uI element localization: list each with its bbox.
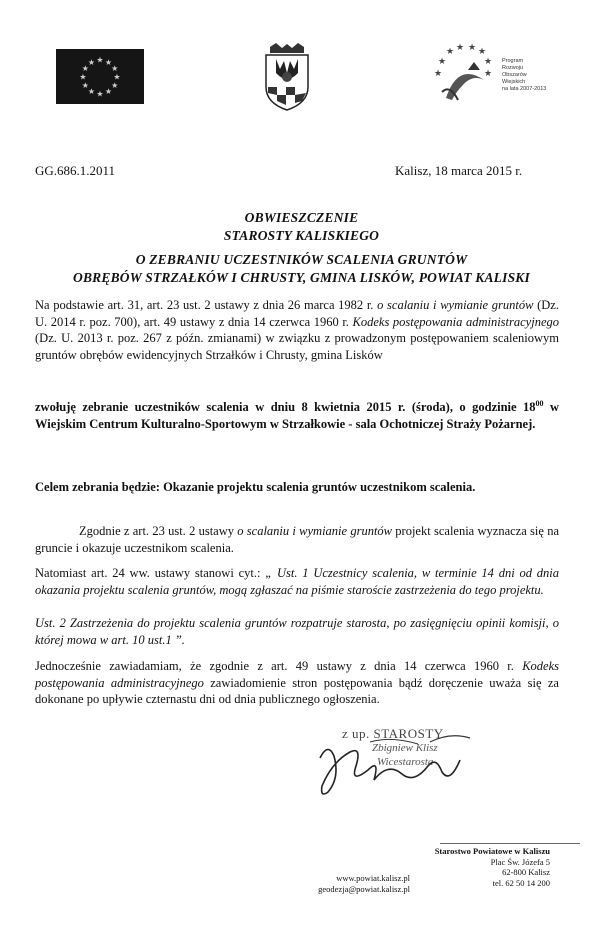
svg-text:★: ★ [456,43,465,53]
footer-contact [300,873,410,894]
document-author: STAROSTY KALISKIEGO [223,228,380,243]
footer-website-link[interactable]: www.powiat.kalisz.pl [336,873,410,883]
paragraph-article-24-ust-2: Ust. 2 Zastrzeżenia do projektu scalenia gruntów rozpatruje starosta, po zasięgnięciu opinii komisji, o której mowa w art. 10 ust.1 ”. [35,616,559,647]
eu-star-icon: ★ [87,57,96,67]
svg-text:★: ★ [484,69,493,79]
signature-stamp-title: Wicestarosta [377,756,434,768]
place-date: Kalisz, 18 marca 2015 r. [395,163,523,178]
prow-logo-text: Program Rozwoju Obszarów Wiejskich na lata 2007-2013 [502,58,547,92]
document-subtitle-2: OBRĘBÓW STRZAŁKÓW I CHRUSTY, GMINA LISKÓW, POWIAT KALISKI [73,270,530,285]
paragraph-legal-basis: Na podstawie art. 31, art. 23 ust. 2 ustawy z dnia 26 marca 1982 r. o scalaniu i wymianie gruntów (Dz. U. 2014 r. poz. 700), art. 49 ustawy z dnia 14 czerwca 1960 r. Kodeks postępowania administracyjnego (Dz. U. 2013 r. poz. 267 z późn. zmianami) w związku z prowadzonym postępowaniem scaleniowym gruntów obrębów ewidencyjnych Strzałków i Chrusty, gmina Lisków [35,298,559,362]
paragraph-meeting-purpose: Celem zebrania będzie: Okazanie projektu scalenia gruntów uczestnikom scalenia. [35,480,476,494]
eu-star-icon: ★ [111,64,119,73]
footer-email-link[interactable]: geodezja@powiat.kalisz.pl [318,883,410,894]
signature-stamp-name: Zbigniew Klisz [372,742,438,754]
svg-text:★: ★ [446,47,455,57]
svg-text:★: ★ [468,43,477,53]
document-title: OBWIESZCZENIE [244,210,359,225]
eu-flag-icon [56,49,144,104]
handwritten-signature-icon [310,722,480,802]
eu-star-icon: ★ [104,87,113,97]
eu-star-icon: ★ [81,81,89,90]
svg-text:★: ★ [434,69,443,79]
footer-street: Plac Św. Józefa 5 [490,856,550,867]
svg-text:★: ★ [478,47,487,57]
eu-star-icon: ★ [96,89,104,99]
coat-of-arms-icon [262,43,312,111]
svg-text:★: ★ [484,57,493,67]
eu-star-icon: ★ [87,87,96,97]
paragraph-meeting-announcement: zwołuję zebranie uczestników scalenia w dniu 8 kwietnia 2015 r. (środa), o godzinie $18^{00}$ w Wiejskim Centrum Kulturalno-Sportowym w Strzałkowie - sala Ochotniczej Straży Pożarnej. [35,399,560,431]
eu-star-icon: ★ [111,81,119,90]
footer-divider [440,843,580,844]
eu-star-icon: ★ [104,57,113,67]
footer-office: Starostwo Powiatowe w Kaliszu [434,846,550,856]
paragraph-article-24: Natomiast art. 24 ww. ustawy stanowi cyt.: „ Ust. 1 Uczestnicy scalenia, w terminie 14 dni od dnia okazania projektu scalenia gruntów, mogą zgłaszać na piśmie staroście zastrzeżenia do tego projektu. [35,566,559,597]
footer-city: 62-800 Kalisz [502,867,550,877]
footer-address [400,846,550,888]
paragraph-notification: Jednocześnie zawiadamiam, że zgodnie z art. 49 ustawy z dnia 14 czerwca 1960 r. Kodeks postępowania administracyjnego zawiadomienie stron postępowania bądź doręczenie uważa się za dokonane po upływie czternastu dni od dnia publicznego ogłoszenia. [35,659,559,706]
eu-star-icon: ★ [81,64,89,73]
document-number: GG.686.1.2011 [35,163,116,178]
eu-star-icon: ★ [96,55,104,65]
document-subtitle-1: O ZEBRANIU UCZESTNIKÓW SCALENIA GRUNTÓW [135,252,468,267]
paragraph-project-display: Zgodnie z art. 23 ust. 2 ustawy o scalaniu i wymianie gruntów projekt scalenia wyznacza się na gruncie i okazuje uczestnikom scalenia. [35,524,559,555]
prow-logo-icon [428,40,550,106]
eu-star-icon: ★ [113,72,121,82]
footer-phone: tel. 62 50 14 200 [492,877,550,888]
svg-text:★: ★ [438,57,447,67]
eu-star-icon: ★ [79,72,87,82]
signature-on-behalf: z up. STAROSTY [342,726,444,741]
